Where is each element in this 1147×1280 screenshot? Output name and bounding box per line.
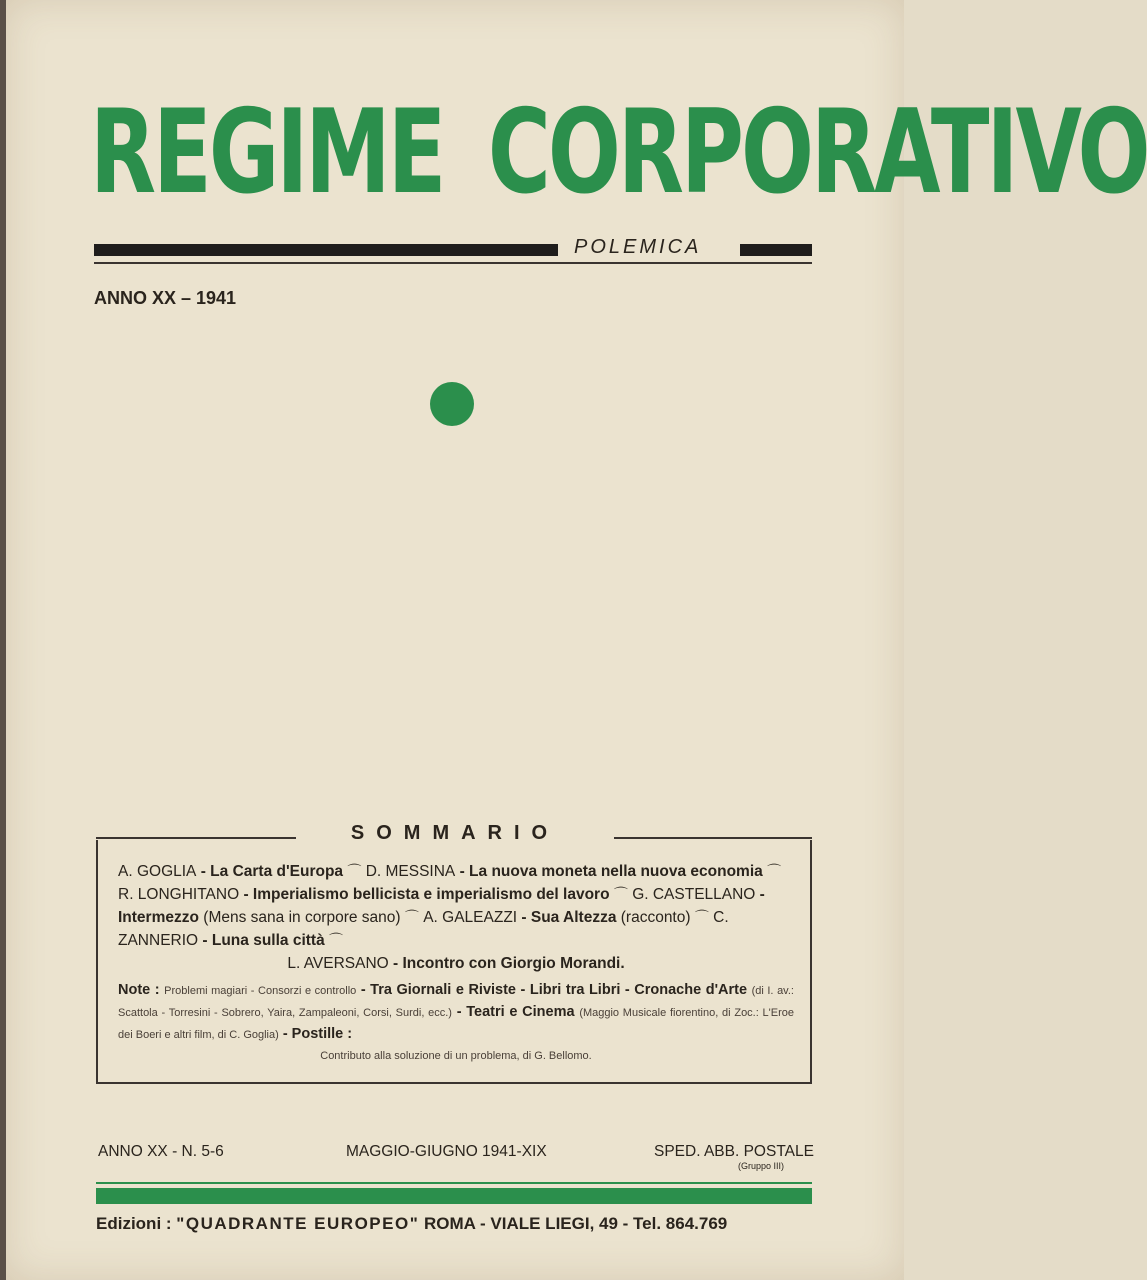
entry-author: D. MESSINA [365,863,456,880]
notes-small: (di I. av.: Scattola - Torresini - Sobrero, Yaira, Zampaleoni, Corsi, Surdi, ecc.) [118,985,794,1019]
entry-author: L. AVERSANO [287,955,389,972]
postal-note: SPED. ABB. POSTALE [654,1143,814,1160]
notes-label: Note : [118,982,160,998]
notes-section [118,980,794,1067]
entry-author: C. ZANNERIO [118,909,729,949]
notes-small: Contributo alla soluzione di un problema, di G. Bellomo. [320,1050,592,1062]
publisher-line [96,1214,816,1234]
separator-mark: ⌒ [767,863,782,879]
separator-mark: ⌒ [347,863,362,879]
entry-title: Incontro con Giorgio Morandi. [402,955,625,972]
separator-mark: ⌒ [613,886,628,902]
last-entry: L. AVERSANO - Incontro con Giorgio Morandi. [287,955,625,972]
masthead-subtitle: POLEMICA [574,236,702,258]
entry-title: Imperialismo bellicista e imperialismo del lavoro [252,886,610,903]
entry-title: La nuova moneta nella nuova economia [469,863,763,880]
title-word-regime: REGIME [90,84,444,220]
separator-mark: ⌒ [694,909,709,925]
sommario-rule-left [96,837,296,839]
entry-title: Luna sulla città [211,932,325,949]
postal-group: (Gruppo III) [738,1161,785,1171]
green-dot-ornament [430,382,474,426]
notes-bold: - Tra Giornali e Riviste - Libri tra Libri - Cronache d'Arte [360,982,748,998]
notes-bold: - Postille : [282,1026,353,1042]
sommario-heading: SOMMARIO [350,822,560,844]
entry-title: Sua Altezza [530,909,617,926]
notes-bold: - Teatri e Cinema [456,1004,575,1020]
separator-mark: ⌒ [329,932,344,948]
masthead-rule-right [740,244,812,256]
title-word-corporativo: CORPORATIVO [487,84,1147,220]
year-line: ANNO XX – 1941 [94,288,237,308]
entry-author: G. CASTELLANO [632,886,756,903]
masthead-title [90,72,1147,232]
masthead-thin-rule [94,262,812,264]
entry-author: A. GALEAZZI [423,909,518,926]
entry-title: La Carta d'Europa [210,863,344,880]
issue-number: ANNO XX - N. 5-6 [98,1143,224,1160]
entry-author: A. GOGLIA [118,863,197,880]
notes-small: Problemi magiari - Consorzi e controllo [164,985,357,997]
entry-note: (racconto) [620,909,691,926]
masthead-rule-left [94,244,558,256]
publisher-address: ROMA - VIALE LIEGI, 49 - Tel. 864.769 [423,1214,728,1233]
publisher-name: "QUADRANTE EUROPEO" [176,1214,420,1233]
entry-author: R. LONGHITANO [118,886,240,903]
sommario-rule-right [614,837,812,839]
issue-date: MAGGIO-GIUGNO 1941-XIX [346,1143,547,1160]
entry-title: Intermezzo [118,909,199,926]
entry-note: (Mens sana in corpore sano) [203,909,401,926]
publisher-prefix: Edizioni : [96,1214,172,1233]
notes-small: (Maggio Musicale fiorentino, di Zoc.: L'Eroe dei Boeri e altri film, di C. Goglia) [118,1007,795,1041]
separator-mark: ⌒ [404,909,419,925]
footer-thin-rule [96,1182,812,1184]
contents-list: A. GOGLIA - La Carta d'Europa ⌒ D. MESSINA - La nuova moneta nella nuova economia ⌒ R. LONGHITANO - Imperialismo bellicista e imperialismo del lavoro ⌒ G. CASTELLANO - Intermezzo (Mens sana in corpore sano) ⌒ A. GALEAZZI - Sua Altezza (racconto) ⌒ C. ZANNERIO - Luna sulla città ⌒ L. AVERSANO - Incontro con Giorgio Morandi. [118,860,794,975]
footer-green-bar [96,1188,812,1204]
